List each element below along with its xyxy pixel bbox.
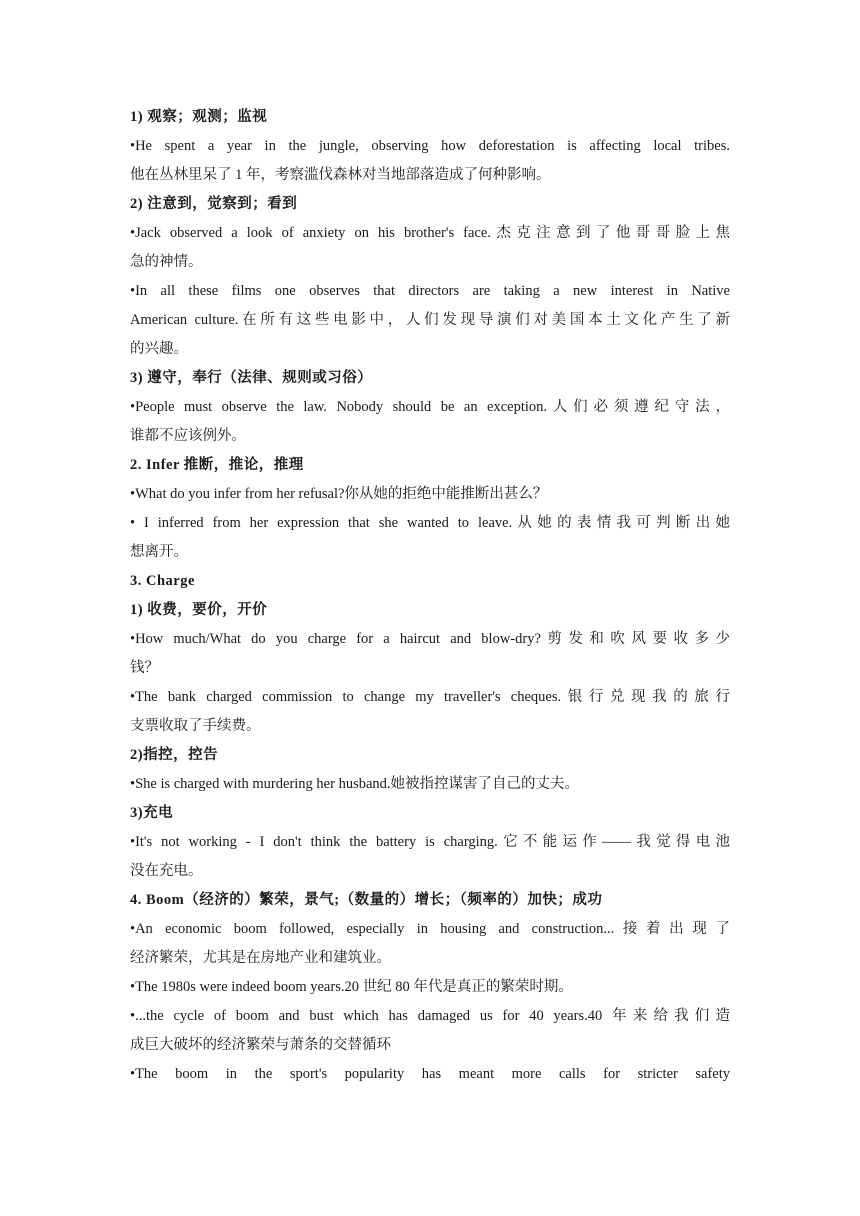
text-line: •How much/What do you charge for a haircut and blow-dry?剪发和吹风要收多少 (130, 631, 730, 647)
section-heading: 2) 注意到，觉察到；看到 (130, 196, 298, 212)
text-line: •People must observe the law. Nobody should be an exception.人们必须遵纪守法， (130, 399, 730, 415)
text-line: •What do you infer from her refusal?你从她的拒绝中能推断出甚么？ (130, 486, 548, 502)
text-line: 的兴趣。 (130, 341, 188, 357)
section-heading: 3) 遵守，奉行（法律、规则或习俗） (130, 370, 373, 386)
section-heading: 1) 收费，要价，开价 (130, 602, 268, 618)
text-line: 谁都不应该例外。 (130, 428, 246, 444)
text-line: •It's not working - I don't think the battery is charging.它不能运作——我觉得电池 (130, 834, 730, 850)
text-line: 经济繁荣，尤其是在房地产业和建筑业。 (130, 950, 391, 966)
text-line: • I inferred from her expression that she wanted to leave.从她的表情我可判断出她 (130, 515, 730, 531)
text-line: •...the cycle of boom and bust which has damaged us for 40 years.40 年来给我们造 (130, 1008, 730, 1024)
text-line: 急的神情。 (130, 254, 203, 270)
text-line: American culture.在所有这些电影中，人们发现导演们对美国本土文化产生了新 (130, 312, 730, 328)
text-line: •The boom in the sport's popularity has meant more calls for stricter safety (130, 1066, 730, 1082)
text-line: •The 1980s were indeed boom years.20 世纪 80 年代是真正的繁荣时期。 (130, 979, 573, 995)
section-heading: 1) 观察；观测；监视 (130, 109, 268, 125)
text-line: 成巨大破坏的经济繁荣与萧条的交替循环 (130, 1037, 391, 1053)
section-heading: 3. Charge (130, 573, 195, 589)
text-line: •In all these films one observes that directors are taking a new interest in Native (130, 283, 730, 299)
section-heading: 2. Infer 推断，推论，推理 (130, 457, 304, 473)
text-line: 想离开。 (130, 544, 188, 560)
text-line: •The bank charged commission to change my traveller's cheques.银行兑现我的旅行 (130, 689, 730, 705)
text-line: 没在充电。 (130, 863, 203, 879)
text-line: •She is charged with murdering her husband.她被指控谋害了自己的丈夫。 (130, 776, 580, 792)
section-heading: 2)指控，控告 (130, 747, 219, 763)
text-line: •An economic boom followed, especially in housing and construction...接着出现了 (130, 921, 730, 937)
document-body (130, 103, 730, 1089)
section-heading: 4. Boom（经济的）繁荣，景气;（数量的）增长；（频率的）加快；成功 (130, 892, 603, 908)
text-line: •He spent a year in the jungle, observing how deforestation is affecting local tribes. (130, 138, 730, 154)
text-line: •Jack observed a look of anxiety on his brother's face.杰克注意到了他哥哥脸上焦 (130, 225, 730, 241)
text-line: 钱？ (130, 660, 159, 676)
section-heading: 3)充电 (130, 805, 174, 821)
text-line: 他在丛林里呆了 1 年，考察滥伐森林对当地部落造成了何种影响。 (130, 167, 551, 183)
text-line: 支票收取了手续费。 (130, 718, 261, 734)
